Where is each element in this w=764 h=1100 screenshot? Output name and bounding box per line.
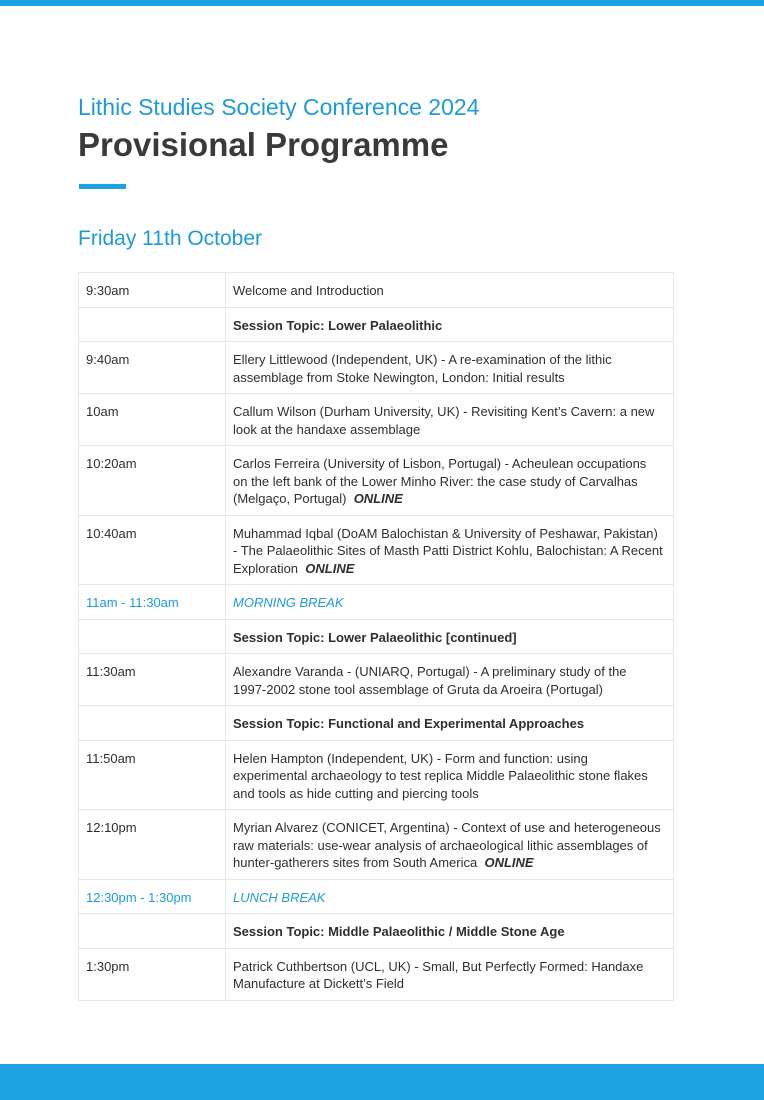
description-cell (226, 307, 674, 342)
table-row (79, 654, 674, 706)
time-cell: 9:40am (79, 342, 226, 394)
conference-title: Lithic Studies Society Conference 2024 (78, 94, 480, 120)
time-cell: 11:50am (79, 740, 226, 810)
bottom-accent-bar (0, 1064, 764, 1100)
description-text: LUNCH BREAK (233, 889, 326, 905)
time-cell (79, 914, 226, 949)
online-badge: ONLINE (353, 491, 403, 506)
description-cell (226, 740, 674, 810)
table-row (79, 446, 674, 516)
description-text: Helen Hampton (Independent, UK) - Form and function: using experimental archaeology to test replica Middle Palaeolithic stone flakes and tools as hide cutting and piercing tools (233, 750, 648, 801)
time-cell: 11am - 11:30am (79, 585, 226, 620)
description-cell (226, 273, 674, 308)
description-cell (226, 948, 674, 1000)
break-row (79, 879, 674, 914)
description-text: Carlos Ferreira (University of Lisbon, Portugal) - Acheulean occupations on the left bank of the Lower Minho River: the case study of Carvalhas (Melgaço, Portugal) (233, 456, 647, 506)
description-cell (226, 342, 674, 394)
session-topic-text: Session Topic: Lower Palaeolithic (233, 317, 443, 333)
description-cell (226, 585, 674, 620)
time-cell: 10am (79, 394, 226, 446)
time-cell: 11:30am (79, 654, 226, 706)
time-cell: 12:10pm (79, 810, 226, 880)
description-cell (226, 706, 674, 741)
table-row (79, 342, 674, 394)
table-row (79, 273, 674, 308)
time-cell: 12:30pm - 1:30pm (79, 879, 226, 914)
time-cell (79, 307, 226, 342)
session-topic-text: Session Topic: Functional and Experimental Approaches (233, 716, 585, 731)
session-topic-row (79, 619, 674, 654)
top-accent-bar (0, 0, 764, 6)
description-cell (226, 446, 674, 516)
description-text: Myrian Alvarez (CONICET, Argentina) - Context of use and heterogeneous raw materials: use-wear analysis of archaeological lithic assemblages of hunter-gatherers sites from South America (233, 820, 661, 870)
description-cell (226, 654, 674, 706)
day-heading: Friday 11th October (78, 227, 263, 250)
time-cell: 9:30am (79, 273, 226, 308)
description-text: Ellery Littlewood (Independent, UK) - A re-examination of the lithic assemblage from Stoke Newington, London: Initial results (233, 352, 612, 385)
table-row (79, 394, 674, 446)
description-cell (226, 394, 674, 446)
description-cell (226, 810, 674, 880)
table-row (79, 810, 674, 880)
session-topic-row (79, 706, 674, 741)
description-text: Callum Wilson (Durham University, UK) - Revisiting Kent’s Cavern: a new look at the handaxe assemblage (233, 404, 655, 437)
time-cell: 10:20am (79, 446, 226, 516)
break-row (79, 585, 674, 620)
description-cell (226, 879, 674, 914)
description-text: Alexandre Varanda - (UNIARQ, Portugal) - A preliminary study of the 1997-2002 stone tool assemblage of Gruta da Aroeira (Portugal) (233, 664, 627, 697)
description-cell (226, 515, 674, 585)
table-row (79, 948, 674, 1000)
table-row (79, 740, 674, 810)
session-topic-text: Session Topic: Lower Palaeolithic [continued] (233, 629, 517, 645)
description-text: Muhammad Iqbal (DoAM Balochistan & University of Peshawar, Pakistan) - The Palaeolithic Sites of Masth Patti District Kohlu, Balochistan: A Recent Exploration (233, 525, 663, 576)
online-badge: ONLINE (484, 855, 534, 870)
time-cell: 10:40am (79, 515, 226, 585)
online-badge: ONLINE (305, 560, 355, 576)
time-cell: 1:30pm (79, 948, 226, 1000)
title-accent-rule (79, 184, 126, 189)
page-title: Provisional Programme (78, 126, 449, 163)
programme-table (78, 272, 674, 1001)
session-topic-text: Session Topic: Middle Palaeolithic / Middle Stone Age (233, 924, 565, 939)
time-cell (79, 619, 226, 654)
description-text: Welcome and Introduction (233, 283, 384, 298)
session-topic-row (79, 307, 674, 342)
session-topic-row (79, 914, 674, 949)
description-cell (226, 619, 674, 654)
description-text: Patrick Cuthbertson (UCL, UK) - Small, But Perfectly Formed: Handaxe Manufacture at Dickett’s Field (233, 958, 644, 991)
table-row (79, 515, 674, 585)
description-text: MORNING BREAK (233, 595, 344, 610)
time-cell (79, 706, 226, 741)
description-cell (226, 914, 674, 949)
